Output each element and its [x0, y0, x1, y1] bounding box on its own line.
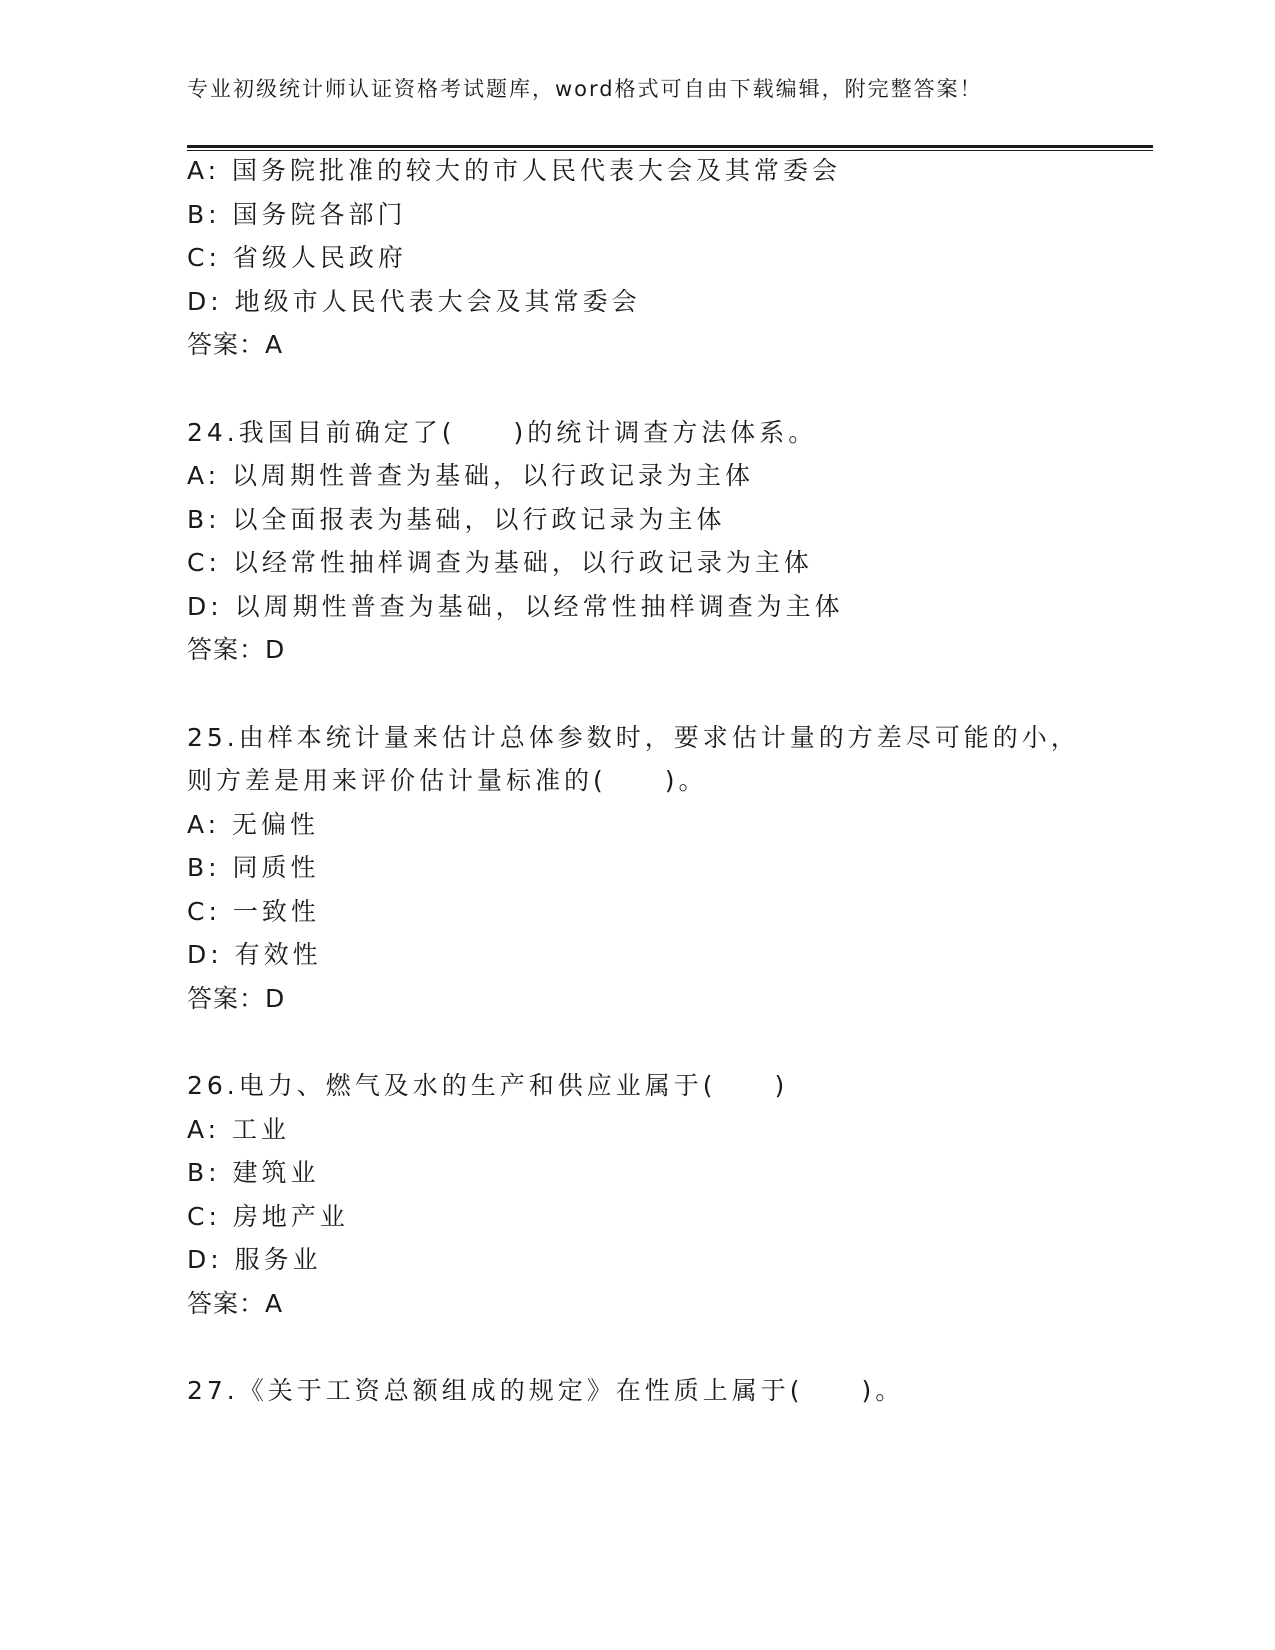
q23-option-d: D: 地级市人民代表大会及其常委会: [187, 287, 641, 316]
q25-stem-line1: 25.由样本统计量来估计总体参数时，要求估计量的方差尽可能的小，: [187, 723, 1080, 752]
header-rule-thin: [187, 150, 1153, 151]
q24-option-b: B: 以全面报表为基础，以行政记录为主体: [187, 505, 726, 534]
q26-stem: 26.电力、燃气及水的生产和供应业属于( ): [187, 1071, 789, 1100]
q26-answer: 答案：A: [187, 1289, 284, 1318]
q24-option-c: C: 以经常性抽样调查为基础，以行政记录为主体: [187, 548, 813, 577]
q26-option-a: A: 工业: [187, 1115, 291, 1144]
q25-option-d: D: 有效性: [187, 940, 322, 969]
q24-stem: 24.我国目前确定了( )的统计调查方法体系。: [187, 418, 818, 447]
q25-option-a: A: 无偏性: [187, 810, 320, 839]
page-header: 专业初级统计师认证资格考试题库，word格式可自由下载编辑，附完整答案！: [187, 77, 983, 101]
q24-answer: 答案：D: [187, 635, 286, 664]
header-rule-thick: [187, 145, 1153, 148]
q27-stem: 27.《关于工资总额组成的规定》在性质上属于( )。: [187, 1376, 905, 1405]
q26-option-d: D: 服务业: [187, 1245, 322, 1274]
q24-option-a: A: 以周期性普查为基础，以行政记录为主体: [187, 461, 755, 490]
q23-option-b: B: 国务院各部门: [187, 200, 407, 229]
q23-option-c: C: 省级人民政府: [187, 243, 407, 272]
q25-option-b: B: 同质性: [187, 853, 320, 882]
q23-answer: 答案：A: [187, 330, 284, 359]
q25-answer: 答案：D: [187, 984, 286, 1013]
q25-stem-line2: 则方差是用来评价估计量标准的( )。: [187, 766, 708, 795]
q26-option-c: C: 房地产业: [187, 1202, 349, 1231]
q24-option-d: D: 以周期性普查为基础，以经常性抽样调查为主体: [187, 592, 844, 621]
q25-option-c: C: 一致性: [187, 897, 320, 926]
q23-option-a: A: 国务院批准的较大的市人民代表大会及其常委会: [187, 156, 842, 185]
q26-option-b: B: 建筑业: [187, 1158, 320, 1187]
